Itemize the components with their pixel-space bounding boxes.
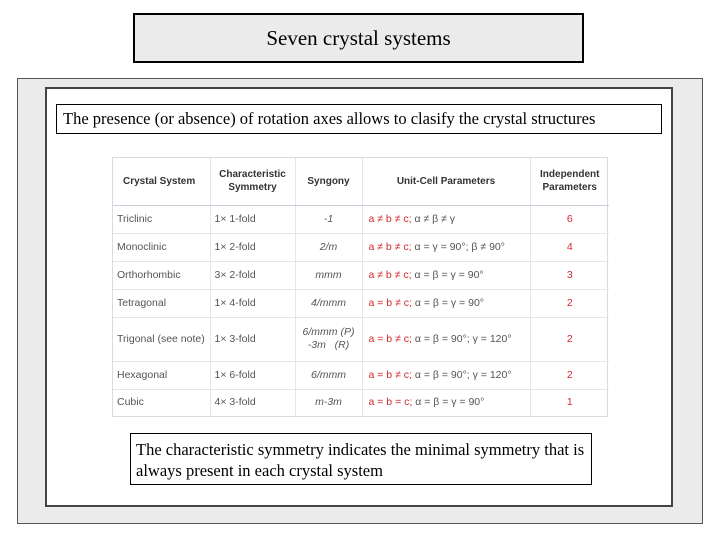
system-cell: Cubic xyxy=(113,389,210,416)
independent-cell: 2 xyxy=(530,361,609,389)
system-cell: Triclinic xyxy=(113,205,210,233)
independent-cell: 2 xyxy=(530,317,609,361)
syngony-rhombohedral: -3m (R) xyxy=(307,339,350,351)
params-cell xyxy=(362,361,530,389)
table-row xyxy=(113,389,609,416)
params-cell xyxy=(362,205,530,233)
syngony-cell: -1 xyxy=(295,205,362,233)
symmetry-cell: 3× 2-fold xyxy=(210,261,295,289)
independent-cell: 6 xyxy=(530,205,609,233)
independent-cell: 3 xyxy=(530,261,609,289)
syngony-cell: m-3m xyxy=(295,389,362,416)
params-cell xyxy=(362,233,530,261)
symmetry-cell: 1× 2-fold xyxy=(210,233,295,261)
intro-text-box xyxy=(56,104,662,134)
symmetry-cell: 1× 4-fold xyxy=(210,289,295,317)
symmetry-cell: 1× 3-fold xyxy=(210,317,295,361)
angle-condition: α = γ = 90°; β ≠ 90° xyxy=(414,240,505,253)
params-cell xyxy=(362,389,530,416)
angle-condition: α = β = γ = 90° xyxy=(414,296,484,309)
edge-condition: a = b ≠ c; xyxy=(368,296,412,309)
edge-condition: a = b ≠ c; xyxy=(368,368,412,381)
syngony-cell: 4/mmm xyxy=(295,289,362,317)
header-unit-cell-parameters: Unit-Cell Parameters xyxy=(362,158,530,205)
symmetry-cell: 4× 3-fold xyxy=(210,389,295,416)
params-cell xyxy=(362,261,530,289)
crystal-systems-table xyxy=(112,157,608,417)
independent-cell: 4 xyxy=(530,233,609,261)
syngony-cell: 2/m xyxy=(295,233,362,261)
edge-condition: a ≠ b ≠ c; xyxy=(368,240,412,253)
params-cell xyxy=(362,317,530,361)
system-cell: Hexagonal xyxy=(113,361,210,389)
edge-condition: a = b ≠ c; xyxy=(368,332,412,345)
table-row xyxy=(113,261,609,289)
edge-condition: a ≠ b ≠ c; xyxy=(368,212,412,225)
header-syngony: Syngony xyxy=(295,158,362,205)
angle-condition: α = β = γ = 90° xyxy=(414,268,484,281)
table-row xyxy=(113,317,609,361)
table-row xyxy=(113,233,609,261)
angle-condition: α = β = 90°; γ = 120° xyxy=(414,332,512,345)
note-text-box xyxy=(130,433,592,485)
angle-condition: α = β = 90°; γ = 120° xyxy=(414,368,512,381)
system-cell: Trigonal (see note) xyxy=(113,317,210,361)
slide-title: Seven crystal systems xyxy=(133,13,584,63)
syngony-primary: 6/mmm (P) xyxy=(302,326,355,338)
edge-condition: a ≠ b ≠ c; xyxy=(368,268,412,281)
table-row xyxy=(113,361,609,389)
syngony-cell: 6/mmm xyxy=(295,361,362,389)
header-crystal-system: Crystal System xyxy=(113,158,210,205)
system-cell: Tetragonal xyxy=(113,289,210,317)
syngony-cell xyxy=(295,317,362,361)
header-characteristic-symmetry: Characteristic Symmetry xyxy=(210,158,295,205)
table-row xyxy=(113,205,609,233)
intro-text: The presence (or absence) of rotation axes allows to clasify the crystal structures xyxy=(63,109,596,128)
angle-condition: α = β = γ = 90° xyxy=(415,396,485,409)
independent-cell: 1 xyxy=(530,389,609,416)
edge-condition: a = b = c; xyxy=(368,396,413,409)
table-row xyxy=(113,289,609,317)
params-cell xyxy=(362,289,530,317)
header-independent-parameters: Independent Parameters xyxy=(530,158,609,205)
syngony-cell: mmm xyxy=(295,261,362,289)
symmetry-cell: 1× 6-fold xyxy=(210,361,295,389)
independent-cell: 2 xyxy=(530,289,609,317)
system-cell: Monoclinic xyxy=(113,233,210,261)
angle-condition: α ≠ β ≠ γ xyxy=(414,212,456,225)
note-text: The characteristic symmetry indicates the minimal symmetry that is always present in each crystal system xyxy=(136,440,585,480)
system-cell: Orthorhombic xyxy=(113,261,210,289)
symmetry-cell: 1× 1-fold xyxy=(210,205,295,233)
